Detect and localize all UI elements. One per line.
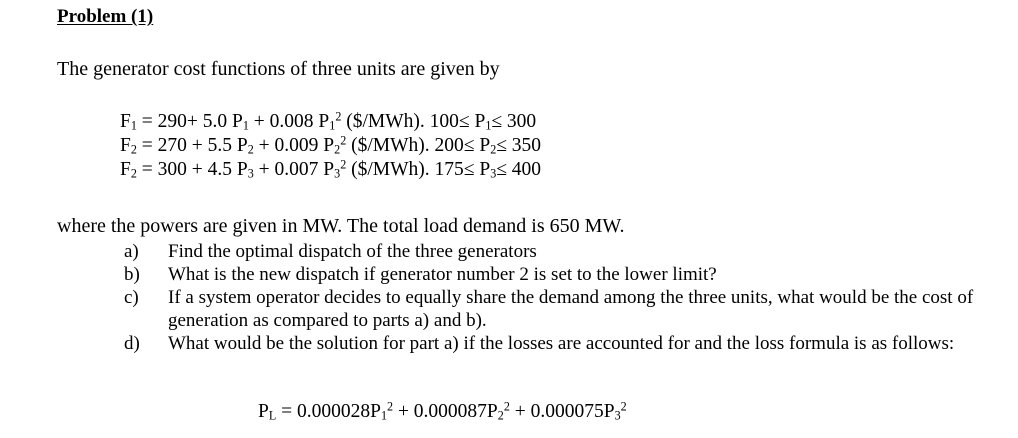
part-letter: c) xyxy=(124,287,139,308)
loss-sup: 2 xyxy=(503,399,510,414)
eq-sub: 2 xyxy=(490,142,497,157)
eq-body: + 0.009 P xyxy=(253,135,335,156)
part-text: Find the optimal dispatch of the three generators xyxy=(168,241,537,262)
loss-term: + 0.000087P xyxy=(393,401,498,422)
question-part-d xyxy=(124,332,1004,355)
eq-sup: 2 xyxy=(340,157,347,172)
part-text: What is the new dispatch if generator number 2 is set to the lower limit? xyxy=(168,264,717,285)
loss-lhs: P xyxy=(258,401,269,422)
loss-sup: 2 xyxy=(387,399,394,414)
loss-term: + 0.000075P xyxy=(509,401,615,422)
loss-sub: 2 xyxy=(497,408,504,423)
loss-sub: 1 xyxy=(380,408,388,423)
eq-body: + 0.007 P xyxy=(253,159,335,180)
eq-sub: 3 xyxy=(334,166,341,181)
part-letter: d) xyxy=(124,333,140,354)
demand-statement: where the powers are given in MW. The total load demand is 650 MW. xyxy=(57,215,625,237)
cost-equation-3 xyxy=(120,158,541,182)
intro-text: The generator cost functions of three units are given by xyxy=(57,58,500,80)
eq-body: = 270 + 5.5 P xyxy=(136,135,248,156)
eq-body: + 0.008 P xyxy=(248,111,330,132)
eq-body: ≤ 350 xyxy=(496,135,542,156)
eq-lhs: F xyxy=(120,135,131,156)
loss-formula xyxy=(258,401,627,423)
eq-body: ($/MWh). 175≤ P xyxy=(346,159,491,180)
loss-lhs-sub: L xyxy=(268,408,277,423)
question-parts xyxy=(124,240,1004,355)
loss-sub: 3 xyxy=(614,408,621,423)
eq-body: ($/MWh). 200≤ P xyxy=(346,135,491,156)
cost-equation-1 xyxy=(120,110,541,134)
eq-sub: 1 xyxy=(242,118,249,133)
eq-lhs: F xyxy=(120,111,131,132)
cost-equation-2 xyxy=(120,134,541,158)
loss-sup: 2 xyxy=(620,399,627,414)
eq-sub: 1 xyxy=(485,118,492,133)
eq-lhs-sub: 2 xyxy=(130,142,137,157)
eq-sub: 3 xyxy=(490,166,497,181)
eq-sub: 3 xyxy=(247,166,254,181)
eq-body: ≤ 300 xyxy=(491,111,537,132)
question-part-a xyxy=(124,240,1004,263)
part-letter: a) xyxy=(124,241,139,262)
question-part-c xyxy=(124,286,1004,332)
cost-equations xyxy=(120,110,541,182)
eq-sub: 2 xyxy=(334,142,341,157)
problem-title: Problem (1) xyxy=(57,6,154,27)
question-part-b xyxy=(124,263,1004,286)
eq-sup: 2 xyxy=(335,109,342,124)
eq-sub: 1 xyxy=(329,118,336,133)
loss-term: = 0.000028P xyxy=(276,401,381,422)
eq-lhs-sub: 2 xyxy=(130,166,137,181)
part-text: If a system operator decides to equally share the demand among the three units, what would be the cost of generation as compared to parts a) and b). xyxy=(168,287,974,331)
eq-sup: 2 xyxy=(340,133,347,148)
eq-body: = 290+ 5.0 P xyxy=(136,111,243,132)
eq-body: ($/MWh). 100≤ P xyxy=(341,111,486,132)
eq-lhs-sub: 1 xyxy=(130,118,137,133)
eq-body: ≤ 400 xyxy=(496,159,542,180)
eq-sub: 2 xyxy=(247,142,254,157)
part-letter: b) xyxy=(124,264,140,285)
eq-body: = 300 + 4.5 P xyxy=(136,159,248,180)
eq-lhs: F xyxy=(120,159,131,180)
part-text: What would be the solution for part a) if the losses are accounted for and the loss formula is as follows: xyxy=(168,333,955,354)
